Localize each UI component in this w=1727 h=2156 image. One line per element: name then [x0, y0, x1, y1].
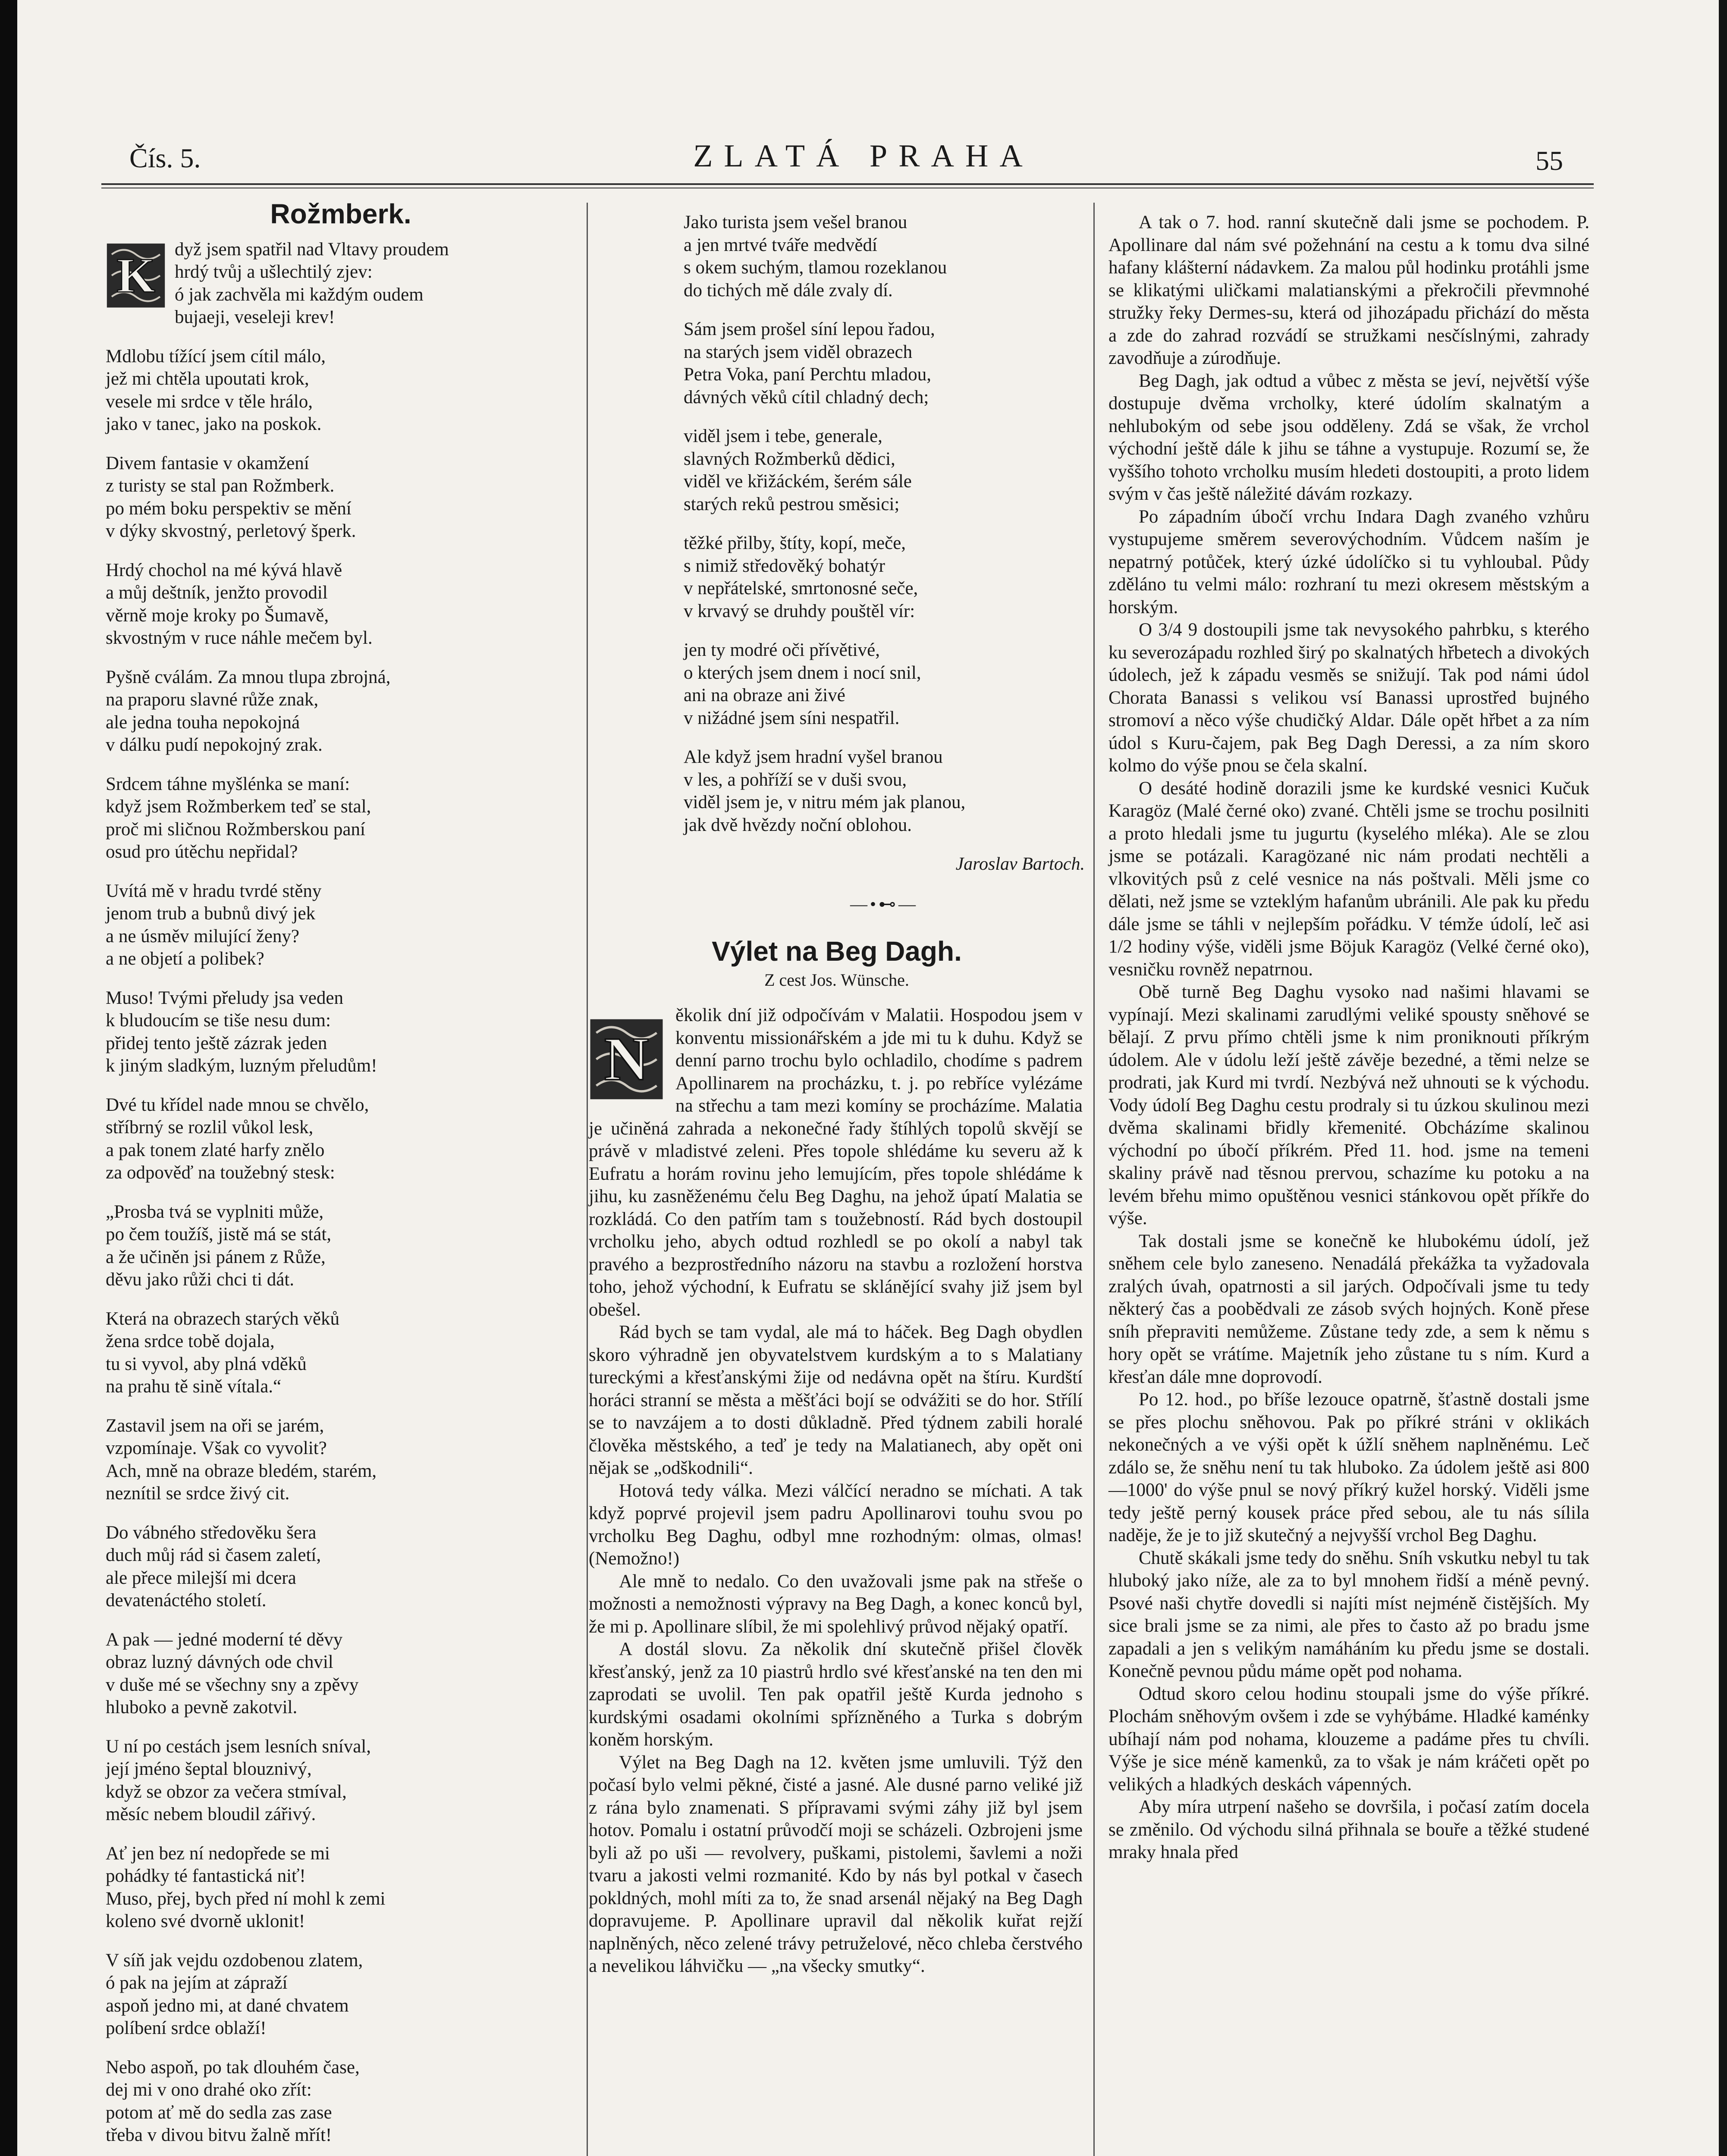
page-header — [0, 129, 1727, 181]
article-paragraph: Po 12. hod., po bříše lezouce opatrně, šťastně dostali jsme se přes plochu sněhovou. Pak po příkré stráni v oklikách nekonečných a ve výši opět k úžlí sněhem naplněnému. Leč zdálo se, že sněhu není tu tak hluboko. Za údolem ještě asi 800—1000' do výše pnul se nový příkrý kužel horský. Viděli jsme tedy ještě perný kousek práce před sebou, ale tu nás sílila naděje, že je to již skutečný a nejvyšší vrchol Beg Daghu. — [1108, 1389, 1589, 1545]
poem-line: hrdý tvůj a ušlechtilý zjev: — [175, 262, 373, 282]
poem-stanza — [106, 345, 576, 436]
poem-dropcap — [106, 241, 166, 310]
poem-stanza — [106, 1949, 576, 2040]
poem-line: Uvítá mě v hradu tvrdé stěny — [106, 881, 322, 901]
article-paragraph: Odtud skoro celou hodinu stoupali jsme do výše příkré. Plochám sněhovým ovšem i zde se vyhýbáme. Hladké kaménky ubíhají nám pod nohama, klouzeme a padáme přes tu chvíli. Výše je sice méně kamenků, za to však je nám kráčeti opět po velikých a hladkých deskách vápenných. — [1108, 1683, 1589, 1795]
poem-line: za odpověď na toužebný stesk: — [106, 1163, 335, 1183]
poem-line: A pak — jedné moderní té děvy — [106, 1629, 343, 1650]
poem-line: v dýky skvostný, perletový šperk. — [106, 521, 356, 541]
poem-line: ale přece milejší mi dcera — [106, 1567, 296, 1588]
poem-line: jako v tanec, jako na poskok. — [106, 414, 322, 434]
poem-stanza — [106, 2056, 576, 2147]
poem-stanza — [106, 559, 576, 650]
poem-stanza — [106, 1629, 576, 1719]
poem-stanza — [106, 452, 576, 543]
article-title: Výlet na Beg Dagh. — [712, 936, 962, 967]
ornament-divider: —•⊷— — [850, 894, 918, 914]
poem-body — [106, 238, 576, 2156]
poem-line: ani na obraze ani živé — [684, 685, 845, 705]
poem-stanza — [684, 211, 1085, 302]
poem-stanza — [106, 1843, 576, 1933]
poem-stanza — [684, 318, 1085, 409]
poem-line: Dvé tu křídel nade mnou se chvělo, — [106, 1094, 369, 1115]
initial-letter-icon — [589, 1009, 664, 1110]
header-rule — [101, 183, 1594, 185]
article-paragraph: Po západním úbočí vrchu Indara Dagh zvaného vzhůru vystupujeme směrem severovýchodním. Vůdcem naším je nepatrný potůček, který úzké údolíčko si tu vyhloubal. Půdy zděláno tu velmi málo: rozhraní tu mezi okresem městským a horským. — [1108, 506, 1589, 617]
svg-text:K: K — [116, 248, 155, 303]
poem-line: Muso, přej, bych před ní mohl k zemi — [106, 1888, 386, 1909]
article-paragraph: Výlet na Beg Dagh na 12. květen jsme umluvili. Týž den počasí bylo velmi pěkné, čisté a jasné. Ale dusné parno veliké již z rána bylo znamenati. S přípravami svými záhy již byl jsem hotov. Pomalu i ostatní průvodčí moji se scházeli. Ozbrojeni jsme byli až po uši — revolvery, puškami, pistolemi, šavlemi a noži tvaru a jakosti velmi rozmanité. Kdo by nás byl potkal v časech pokldných, mohl míti za to, že snad arsenál nějaký na Beg Dagh dopravujeme. P. Apollinare upravil dal několik kuřat rejží naplněných, něco zelené trávy petruželové, něco chleba čerstvého a nevelikou láhvičku — „na všecky smutky“. — [589, 1752, 1083, 1976]
poem-stanza — [684, 425, 1085, 516]
poem-line: v nepřátelské, smrtonosné seče, — [684, 578, 918, 599]
poem-stanza — [106, 1736, 576, 1826]
poem-line: Pyšně cválám. Za mnou tlupa zbrojná, — [106, 667, 391, 687]
poem-line: duch můj rád si časem zaletí, — [106, 1545, 321, 1565]
journal-title: ZLATÁ PRAHA — [693, 138, 1034, 174]
poem-line: a jen mrtvé tváře medvědí — [684, 235, 877, 255]
poem-line: v krvavý se druhdy pouštěl vír: — [684, 601, 915, 621]
article-paragraph: O 3/4 9 dostoupili jsme tak nevysokého pahrbku, s kterého ku severozápadu rozhled širý po skalnatých hřbetech a divokých údolech, jež k západu vesměs se snižují. Tak pod námi údol Chorata Banassi s velikou vsí Banassi uprostřed bujného stromoví a něco výše chudičký Aldar. Dále opět hřbet a za ním údol s Kuru-čajem, pak Beg Dagh Deressi, a za ním skoro kolmo do výše pnou se čela skalní. — [1108, 620, 1589, 776]
poem-line: Ach, mně na obraze bledém, starém, — [106, 1460, 377, 1481]
article-paragraph: Tak dostali jsme se konečně ke hlubokému údolí, jež sněhem cele bylo zaneseno. Nenadálá překážka ta vyžadovala zralých úvah, opatrnosti a sil jarých. Odpočívali jsme tu tedy některý čas a poobědvali ze zásob svých hojných. Koně přese sníh přepraviti nemůžeme. Zůstane tedy zde, a sem k němu s hory opět se vrátíme. Majetník jeho zůstane tu s ním. Kurd a křesťan dále mne doprovodí. — [1108, 1231, 1589, 1387]
poem-line: stříbrný se rozlil vůkol lesk, — [106, 1117, 314, 1138]
poem-stanza — [106, 1522, 576, 1612]
article-paragraph: O desáté hodině dorazili jsme ke kurdské vesnici Kučuk Karagöz (Malé černé oko) zvané. Chtěli jsme se trochu posilniti a proto hledali jsme tu jugurtu (kyselého mléka). Ale se zlou jsme se potázali. Karagözané nic nám prodati nechtěli a vlkovitých psů z celé vesnice na nás poštvali. Měli jsme co dělati, než jsme se vzteklým hafanům ubránili. Ale pak ku předu dále jsme se táhli v nejlepším pořádku. V témže údolí, leč asi 1/2 hodiny výše, viděli jsme Böjuk Karagöz (Velké černé oko), vesničku rovněž nepatrnou. — [1108, 778, 1589, 980]
poem-line: devatenáctého století. — [106, 1590, 267, 1611]
poem-line: když jsem Rožmberkem teď se stal, — [106, 796, 371, 817]
poem-line: jen ty modré oči přívětivé, — [684, 640, 880, 660]
poem-line: slavných Rožmberků dědici, — [684, 448, 895, 469]
poem-line: Která na obrazech starých věků — [106, 1308, 339, 1329]
article-column-3-body — [1108, 211, 1589, 1864]
poem-line: koleno své dvorně uklonit! — [106, 1911, 305, 1931]
poem-line: obraz luzný dávných ode chvil — [106, 1652, 333, 1672]
poem-line: a můj deštník, jenžto provodil — [106, 583, 328, 603]
poem-line: v duše mé se všechny sny a zpěvy — [106, 1674, 359, 1695]
poem-line: proč mi sličnou Rožmberskou paní — [106, 819, 365, 840]
poem-line: Ať jen bez ní nedopřede se mi — [106, 1843, 330, 1864]
poem-stanza — [106, 1308, 576, 1398]
poem-line: těžké přilby, štíty, kopí, meče, — [684, 533, 906, 553]
poem-line: Hrdý chochol na mé kývá hlavě — [106, 560, 342, 580]
poem-line: dávných věků cítil chladný dech; — [684, 387, 929, 407]
article-paragraph: Obě turně Beg Daghu vysoko nad našimi hlavami se vypínají. Mezi skalinami zarudlými veliké spousty sněhové se bělají. Z prvu přímo chtěli jsme k nim proniknouti příkrým údolem. Ale v údolu leží ještě závěje bezedné, a těmi nelze se prodrati, jak Kurd mi tvrdí. Nezbývá než uhnouti se k východu. Vody údolí Beg Daghu cestu prodraly si tu úzkou skulinou mezi dvěma skalinami břidly křemenité. Obcházíme skalinou východní po úbočí příkrém. Před 11. hod. jsme na temeni skaliny právě nad těsnou prervou, schazíme ku potoku a na levém břehu mimo opuštěnou vesnici stánkovou opět příkře do výše. — [1108, 982, 1589, 1228]
poem-line: jež mi chtěla upoutati krok, — [106, 369, 309, 389]
poem-line: Srdcem táhne myšlénka se maní: — [106, 774, 350, 794]
article-subtitle: Z cest Jos. Wünsche. — [764, 970, 909, 990]
poem-line: přidej tento ještě zázrak jeden — [106, 1033, 327, 1053]
poem-line: a ne úsměv milující ženy? — [106, 926, 299, 946]
poem-line: když se obzor za večera stmíval, — [106, 1781, 347, 1802]
article-paragraph: N ěkolik dní již odpočívám v Malatii. Hospodou jsem v konventu missionářském a jde mi tu k duhu. Když se denní parno trochu bylo ochladilo, chodíme s padrem Apollinarem na procházku, t. j. po rebříce vylézáme na střechu a tam mezi komíny se procházíme. Malatia je učiněná zahrada a nekonečné řady štíhlých topolů skvějí se právě v mladistvé zeleni. Přes topole shlédáme ku severu až k Eufratu a horám rovinu jeho lemujícím, přes topole shlédáme k jihu, ku zasněženému čelu Beg Daghu, na jehož úpatí Malatia se rozkládá. Co den patřím tam s toužebností. Rád bych dostoupil vrcholku jeho, abych odtud rozhledl se po okolí a nabyl tak pravého a bezprostředního názoru na stavbu a rozložení horstva toho, jehož východní, k Eufratu se sklánějící svahy již jsem byl obešel. — [589, 1005, 1083, 1320]
poem-stanza — [684, 639, 1085, 730]
poem-line: po mém boku perspektiv se mění — [106, 498, 352, 519]
poem-line: Sám jsem prošel síní lepou řadou, — [684, 319, 935, 339]
poem-line: V síň jak vejdu ozdobenou zlatem, — [106, 1950, 363, 1971]
poem-line: Nebo aspoň, po tak dlouhém čase, — [106, 2057, 360, 2078]
poem-line: s nimiž středověký bohatýr — [684, 555, 885, 576]
poem-line: na starých jsem viděl obrazech — [684, 342, 913, 362]
poem-line: z turisty se stal pan Rožmberk. — [106, 476, 335, 496]
poem-title: Rožmberk. — [270, 198, 411, 229]
scan-edge-left — [0, 0, 17, 2156]
article-paragraph: Hotová tedy válka. Mezi válčící neradno se míchati. A tak když poprvé projevil jsem padru Apollinarovi touhu svou po vrcholku Beg Daghu, odbyl mne rozhodným: olmas, olmas! (Nemožno!) — [589, 1480, 1083, 1569]
column-divider-2 — [1093, 203, 1095, 2156]
poem-stanza — [106, 1201, 576, 1291]
poem-stanza — [684, 532, 1085, 623]
article-paragraph: Aby míra utrpení našeho se dovršila, i počasí zatím docela se změnilo. Od východu silná přihnala se bouře a těžké studené mraky hnala před — [1108, 1797, 1589, 1862]
poem-line: a pak tonem zlaté harfy znělo — [106, 1140, 325, 1160]
poem-line: její jméno šeptal blouznivý, — [106, 1759, 312, 1779]
poem-line: třeba v divou bitvu žalně mřít! — [106, 2125, 332, 2145]
poem-line: bujaeji, veseleji krev! — [175, 307, 335, 327]
poem-line: Mdlobu tížící jsem cítil málo, — [106, 346, 326, 367]
article-paragraph: A dostál slovu. Za několik dní skutečně přišel člověk křesťanský, jenž za 10 piastrů hrdlo své křesťanské na ten den mi zaprodati se uvolil. Ten pak opatřil ještě Kurda jednoho s kurdskými osadami okolními spřízněného a Turka s dobrým koněm horským. — [589, 1639, 1083, 1750]
poem-line: na praporu slavné růže znak, — [106, 689, 319, 710]
poem-line: ó pak na jejím at zápraží — [106, 1973, 288, 1993]
poem-line: viděl jsem je, v nitru mém jak planou, — [684, 792, 966, 812]
poem-line: k bludoucím se tiše nesu dum: — [106, 1010, 331, 1031]
article-column-3 — [1108, 211, 1589, 1864]
poem-line: políbení srdce oblaží! — [106, 2018, 267, 2038]
poem-line: ó jak zachvěla mi každým oudem — [175, 284, 424, 305]
poem-stanza — [106, 238, 576, 329]
poem-line: Petra Voka, paní Perchtu mladou, — [684, 364, 932, 385]
poem-line: aspoň jedno mi, at dané chvatem — [106, 1995, 349, 2016]
poem-line: dyž jsem spatřil nad Vltavy proudem — [175, 239, 449, 260]
article-paragraph: Beg Dagh, jak odtud a vůbec z města se jeví, největší výše dostupuje dvěma vrcholky, které údolím skalnatým a nehlubokým od sebe jsou odděleny. Zdá se však, že vrchol východní ještě dále k jihu se táhne a vystupuje. Rozumí se, že vyššího tohoto vrcholku musím hledeti dostoupiti, a proto lidem svým v čas ještě náležité dávám rozkazy. — [1108, 370, 1589, 504]
issue-number: Čís. 5. — [129, 143, 201, 173]
poem-line: tu si vyvol, aby plná vděků — [106, 1354, 307, 1374]
poem-line: v les, a pohříží se v duši svou, — [684, 769, 907, 790]
poem-line: o kterých jsem dnem i nocí snil, — [684, 662, 921, 683]
poem-line: Zastavil jsem na oři se jarém, — [106, 1415, 324, 1436]
poem-line: Muso! Tvými přeludy jsa veden — [106, 987, 343, 1008]
poem-stanza — [106, 880, 576, 971]
poem-line: skvostným v ruce náhle mečem byl. — [106, 628, 373, 648]
poem-line: věrně moje kroky po Šumavě, — [106, 605, 329, 626]
poem-line: Jako turista jsem vešel branou — [684, 212, 907, 232]
poem-line: jak dvě hvězdy noční oblohou. — [684, 815, 912, 835]
poem-stanza — [106, 1094, 576, 1185]
poem-stanza — [106, 773, 576, 864]
scan-edge-right — [1719, 0, 1727, 2156]
poem-line: osud pro útěchu nepřidal? — [106, 842, 298, 862]
poem-line: vesele mi srdce v těle hrálo, — [106, 391, 313, 412]
initial-letter-icon — [106, 241, 166, 310]
poem-line: starých reků pestrou směsici; — [684, 494, 900, 514]
poem-line: Divem fantasie v okamžení — [106, 453, 309, 473]
poem-line: a že učiněn jsi pánem z Růže, — [106, 1247, 326, 1267]
poem-line: potom ať mě do sedla zas zase — [106, 2102, 332, 2123]
poem-line: jenom trub a bubnů divý jek — [106, 903, 316, 924]
poem-stanza — [106, 1415, 576, 1505]
article-paragraph: Rád bych se tam vydal, ale má to háček. Beg Dagh obydlen skoro výhradně jen obyvatelstvem kurdským a to s Malatiany tureckými a křesťanskými žije od nedávna opět na štíru. Kurdští horáci stranní se města a měšťáci bojí se odvážiti se do hor. Střílí se to navzájem a to dosti důkladně. Před týdnem zabili horalé člověka městského, a teď je tedy na Malatianech, aby opět oni nějak se „odškodnili“. — [589, 1322, 1083, 1478]
poem-line: neznítil se srdce živý cit. — [106, 1483, 290, 1504]
poem-line: a ne objetí a polibek? — [106, 949, 264, 969]
poem-line: žena srdce tobě dojala, — [106, 1331, 275, 1351]
poem-line: viděl jsem i tebe, generale, — [684, 426, 882, 446]
poem-stanza — [106, 987, 576, 1078]
article-vylet — [587, 936, 1087, 1978]
poem-line: dej mi v ono drahé oko zřít: — [106, 2080, 312, 2100]
poem-line: Ale když jsem hradní vyšel branou — [684, 747, 943, 767]
poem-line: měsíc nebem bloudil zářivý. — [106, 1804, 316, 1824]
article-paragraph: A tak o 7. hod. ranní skutečně dali jsme se pochodem. P. Apollinare dal nám své požehnání na cestu a k tomu dva silné hafany klášterní nádavkem. Za malou půl hodinku protáhli jsme se klikatými uličkami malatianskými a překročili převmnohé stružky řeky Dermes-su, která od jihozápadu přichází do města a zde do zahrad rozvádí se stružkami nesčíslnými, zahrady zavodňuje a zúrodňuje. — [1108, 212, 1589, 368]
poem-line: po čem toužíš, jistě má se stát, — [106, 1224, 332, 1244]
article-dropcap — [589, 1009, 664, 1110]
column-2 — [684, 211, 1085, 941]
poem-line: do tichých mě dále zvaly dí. — [684, 280, 893, 301]
poem-line: viděl ve křižáckém, šerém sále — [684, 471, 912, 492]
poem-line: vzpomínaje. Však co vyvolit? — [106, 1438, 327, 1458]
poem-line: s okem suchým, tlamou rozeklanou — [684, 257, 947, 278]
poem-stanza — [106, 666, 576, 757]
poem-line: děvu jako růži chci ti dát. — [106, 1269, 295, 1290]
poem-line: Do vábného středověku šera — [106, 1522, 317, 1543]
poem-line: U ní po cestách jsem lesních sníval, — [106, 1736, 371, 1757]
poem-line: pohádky té fantastická niť! — [106, 1866, 306, 1886]
poem-line: v nižádné jsem síni nespatřil. — [684, 708, 900, 728]
article-paragraph: Chutě skákali jsme tedy do sněhu. Sníh vskutku nebyl tu tak hluboký jako níže, ale za to byl mnohem řidší a méně pevný. Psové naši chytře dovedli si najíti míst nejméně čistějších. My sice brali jsme se za nimi, ale přes to často až po bradu jsme zapadali a jen s velikým namáháním ku předu jsme se dostali. Konečně pevnou půdu máme opět pod nohama. — [1108, 1548, 1589, 1681]
poem-line: k jiným sladkým, luzným přeludům! — [106, 1056, 377, 1076]
poem-stanza — [684, 746, 1085, 837]
poem-line: ale jedna touha nepokojná — [106, 712, 300, 733]
article-column-2 — [587, 1004, 1087, 1978]
page-number: 55 — [1535, 145, 1563, 176]
poem-line: na prahu tě sině vítala.“ — [106, 1376, 282, 1397]
poem-rozmberk — [106, 198, 576, 2156]
svg-text:N: N — [604, 1025, 649, 1094]
poem-line: hluboko a pevně zakotvil. — [106, 1697, 298, 1717]
poem-line: „Prosba tvá se vyplniti může, — [106, 1201, 324, 1222]
poem-author: Jaroslav Bartoch. — [955, 854, 1085, 874]
article-paragraph: Ale mně to nedalo. Co den uvažovali jsme pak na střeše o možnosti a nemožnosti výpravy na Beg Dagh, a konec konců byl, že mi p. Apollinare slíbil, že mi spolehlivý průvod nějaký opatří. — [589, 1571, 1083, 1637]
poem-line: v dálku pudí nepokojný zrak. — [106, 735, 323, 755]
poem-continuation — [684, 211, 1085, 837]
